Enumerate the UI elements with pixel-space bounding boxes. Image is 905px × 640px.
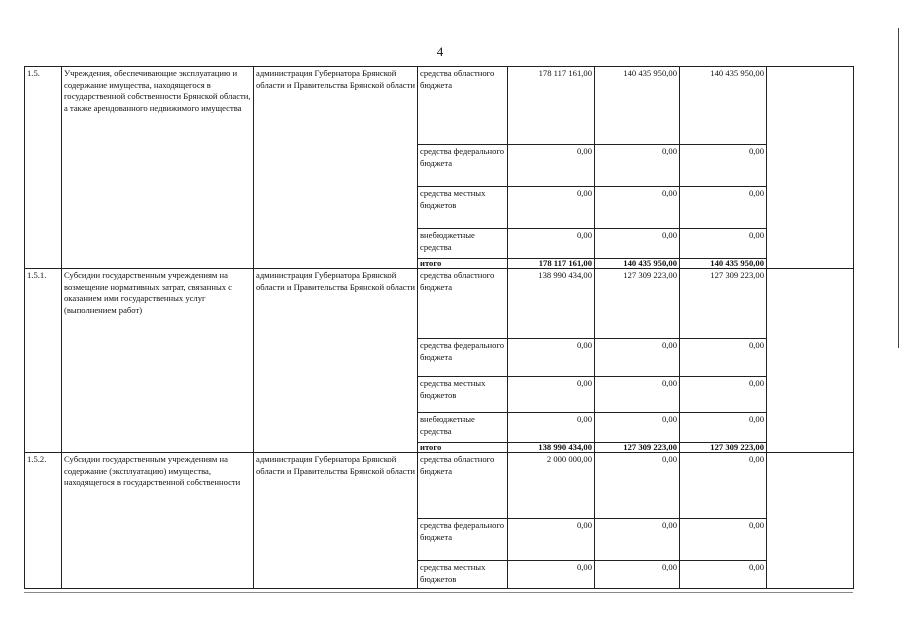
total-amount: 140 435 950,00 bbox=[680, 259, 767, 269]
amount-cell: 0,00 bbox=[680, 339, 767, 377]
funding-source: средства федерального бюджета bbox=[418, 519, 508, 561]
row-executor: администрация Губернатора Брянской области и Правительства Брянской области bbox=[254, 269, 418, 453]
amount-cell: 127 309 223,00 bbox=[680, 269, 767, 339]
amount-cell: 0,00 bbox=[508, 145, 595, 187]
row-code: 1.5.1. bbox=[25, 269, 62, 453]
amount-cell: 140 435 950,00 bbox=[680, 67, 767, 145]
amount-cell: 178 117 161,00 bbox=[508, 67, 595, 145]
amount-cell: 0,00 bbox=[595, 561, 680, 589]
total-amount: 127 309 223,00 bbox=[595, 443, 680, 453]
row-code: 1.5.2. bbox=[25, 453, 62, 589]
amount-cell: 0,00 bbox=[595, 145, 680, 187]
page-number: 4 bbox=[436, 44, 444, 59]
amount-cell: 127 309 223,00 bbox=[595, 269, 680, 339]
amount-cell: 0,00 bbox=[508, 519, 595, 561]
amount-cell: 0,00 bbox=[680, 187, 767, 229]
amount-cell: 140 435 950,00 bbox=[595, 67, 680, 145]
funding-source: средства федерального бюджета bbox=[418, 339, 508, 377]
funding-source: средства местных бюджетов bbox=[418, 561, 508, 589]
amount-cell: 0,00 bbox=[680, 519, 767, 561]
funding-source: внебюджетные средства bbox=[418, 413, 508, 443]
amount-cell: 0,00 bbox=[508, 339, 595, 377]
amount-cell: 0,00 bbox=[595, 187, 680, 229]
amount-cell: 2 000 000,00 bbox=[508, 453, 595, 519]
total-amount: 138 990 434,00 bbox=[508, 443, 595, 453]
total-amount: 127 309 223,00 bbox=[680, 443, 767, 453]
amount-cell: 0,00 bbox=[680, 561, 767, 589]
total-label: итого bbox=[418, 443, 508, 453]
amount-cell: 0,00 bbox=[595, 377, 680, 413]
funding-source: средства местных бюджетов bbox=[418, 377, 508, 413]
total-label: итого bbox=[418, 259, 508, 269]
row-name: Учреждения, обеспечивающие эксплуатацию и содержание имущества, находящегося в государственной собственности Брянской области, а также арендованного недвижимого имущества bbox=[62, 67, 254, 269]
funding-source: средства местных бюджетов bbox=[418, 187, 508, 229]
scan-bottom-line bbox=[24, 592, 853, 593]
amount-cell: 0,00 bbox=[595, 229, 680, 259]
table-row bbox=[25, 67, 854, 145]
funding-source: средства областного бюджета bbox=[418, 453, 508, 519]
table-row bbox=[25, 269, 854, 339]
empty-cell bbox=[767, 269, 854, 453]
scan-edge-line bbox=[898, 28, 899, 348]
amount-cell: 0,00 bbox=[595, 413, 680, 443]
amount-cell: 0,00 bbox=[595, 453, 680, 519]
amount-cell: 0,00 bbox=[508, 229, 595, 259]
amount-cell: 0,00 bbox=[508, 561, 595, 589]
empty-cell bbox=[767, 453, 854, 589]
table-row bbox=[25, 453, 854, 519]
amount-cell: 0,00 bbox=[508, 187, 595, 229]
amount-cell: 0,00 bbox=[680, 453, 767, 519]
funding-source: внебюджетные средства bbox=[418, 229, 508, 259]
amount-cell: 0,00 bbox=[595, 519, 680, 561]
row-name: Субсидии государственным учреждениям на возмещение нормативных затрат, связанных с оказанием ими государственных услуг (выполнением работ) bbox=[62, 269, 254, 453]
empty-cell bbox=[767, 67, 854, 269]
funding-source: средства областного бюджета bbox=[418, 269, 508, 339]
row-executor: администрация Губернатора Брянской области и Правительства Брянской области bbox=[254, 453, 418, 589]
amount-cell: 0,00 bbox=[680, 413, 767, 443]
amount-cell: 0,00 bbox=[680, 229, 767, 259]
budget-table bbox=[24, 66, 854, 589]
funding-source: средства федерального бюджета bbox=[418, 145, 508, 187]
row-code: 1.5. bbox=[25, 67, 62, 269]
amount-cell: 0,00 bbox=[508, 377, 595, 413]
total-amount: 140 435 950,00 bbox=[595, 259, 680, 269]
row-executor: администрация Губернатора Брянской области и Правительства Брянской области bbox=[254, 67, 418, 269]
amount-cell: 0,00 bbox=[680, 145, 767, 187]
amount-cell: 0,00 bbox=[508, 413, 595, 443]
amount-cell: 138 990 434,00 bbox=[508, 269, 595, 339]
amount-cell: 0,00 bbox=[680, 377, 767, 413]
funding-source: средства областного бюджета bbox=[418, 67, 508, 145]
total-amount: 178 117 161,00 bbox=[508, 259, 595, 269]
amount-cell: 0,00 bbox=[595, 339, 680, 377]
row-name: Субсидии государственным учреждениям на содержание (эксплуатацию) имущества, находящегося в государственной собственности bbox=[62, 453, 254, 589]
